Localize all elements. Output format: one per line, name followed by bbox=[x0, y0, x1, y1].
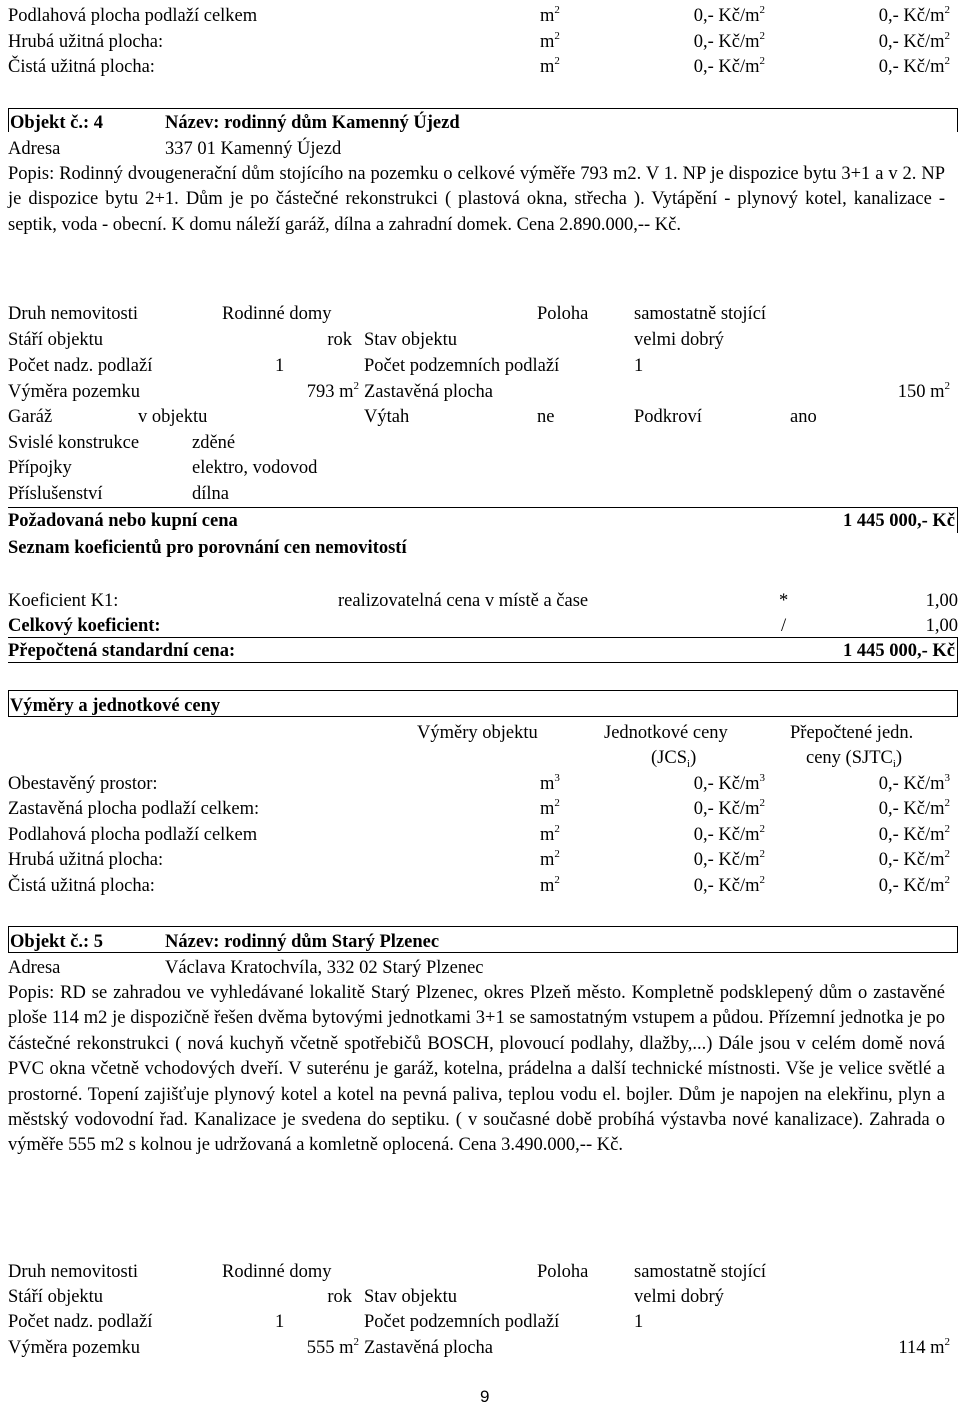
converted-price-label: Přepočtená standardní cena: bbox=[8, 641, 236, 661]
row-price1: 0,- $Kč/m^2$ bbox=[693, 797, 765, 819]
row-unit: $m^2$ bbox=[540, 848, 560, 870]
row-label: Podlahová plocha podlaží celkem bbox=[8, 6, 258, 26]
divider bbox=[8, 507, 958, 508]
coef-op: * bbox=[779, 591, 789, 611]
row-price2: 0,- $Kč/m^2$ bbox=[878, 848, 950, 870]
field-label: Poloha bbox=[537, 304, 589, 324]
divider bbox=[957, 926, 958, 952]
row-price1: 0,- $Kč/m^3$ bbox=[693, 772, 765, 794]
address-label: Adresa bbox=[8, 958, 61, 978]
field-value: samostatně stojící bbox=[634, 304, 767, 324]
page-number: 9 bbox=[480, 1387, 490, 1406]
field-value: ne bbox=[537, 407, 555, 427]
field-label: Stav objektu bbox=[364, 1287, 458, 1307]
row-price2: 0,- $Kč/m^2$ bbox=[878, 797, 950, 819]
field-value: 555 $m^2$ bbox=[306, 1336, 359, 1358]
field-label: Výtah bbox=[364, 407, 410, 427]
object-label: Objekt č.: 4 bbox=[10, 113, 103, 133]
row-label: Podlahová plocha podlaží celkem bbox=[8, 825, 258, 845]
row-label: Obestavěný prostor: bbox=[8, 774, 158, 794]
field-value: ano bbox=[790, 407, 817, 427]
field-value: 150 $m^2$ bbox=[897, 380, 950, 402]
row-price2: 0,- $Kč/m^2$ bbox=[878, 55, 950, 77]
field-unit: rok bbox=[327, 330, 352, 350]
converted-price-value: 1 445 000,- Kč bbox=[842, 641, 955, 661]
coef-desc: realizovatelná cena v místě a čase bbox=[338, 591, 589, 611]
field-label: Počet podzemních podlaží bbox=[364, 356, 560, 376]
row-unit: $m^2$ bbox=[540, 823, 560, 845]
coef-total-label: Celkový koeficient: bbox=[8, 616, 161, 636]
coef-total-value: 1,00 bbox=[925, 616, 958, 636]
field-value: samostatně stojící bbox=[634, 1262, 767, 1282]
coef-label: Koeficient K1: bbox=[8, 591, 119, 611]
row-price1: 0,- $Kč/m^2$ bbox=[693, 848, 765, 870]
row-price1: 0,- $Kč/m^2$ bbox=[693, 823, 765, 845]
row-unit: $m^2$ bbox=[540, 4, 560, 26]
row-price2: 0,- $Kč/m^2$ bbox=[878, 823, 950, 845]
field-value: 1 bbox=[275, 356, 285, 376]
divider bbox=[957, 108, 958, 132]
field-label: Podkroví bbox=[634, 407, 702, 427]
column-header: ceny $(SJTC_i)$ bbox=[806, 748, 903, 770]
field-value: 793 $m^2$ bbox=[306, 380, 359, 402]
field-value: 1 bbox=[634, 1312, 644, 1332]
row-price1: 0,- $Kč/m^2$ bbox=[693, 4, 765, 26]
description: Popis: RD se zahradou ve vyhledávané lokalitě Starý Plzenec, okres Plzeň město. Kompletně podsklepený dům o zastavěné ploše 114 m2 je dispozičně řešen dvěma bytovými jednotkami 3+1 se samostatným vstupem a půdou. Přízemní jednotka je po částečné rekonstrukci ( nová kuchyň včetně spotřebičů BOSCH, plovoucí podlahy, dlažby,...) Dále jsou v celém domě nová PVC okna včetně vchodových dveří. V suterénu je garáž, kotelna, prádelna a další technické místnosti. Vše je velice světlé a prostorné. Topení zajišťuje plynový kotel a kotel na pevná paliva, teplou vodu el. bojler. Dům je napojen na elekřinu, plyn a městský vodovodní řad. Kanalizace je svedena do septiku. ( v současné době probíhá výstavba nové kanalizace). Zahrada o výměře 555 m2 s kolnou je udržovaná a komletně oplocená. Cena 3.490.000,-- Kč. bbox=[8, 983, 945, 1156]
column-header: Výměry objektu bbox=[417, 723, 538, 743]
field-label: Stáří objektu bbox=[8, 1287, 104, 1307]
divider bbox=[8, 637, 958, 638]
divider bbox=[957, 507, 958, 533]
row-price1: 0,- $Kč/m^2$ bbox=[693, 874, 765, 896]
field-label: Počet nadz. podlaží bbox=[8, 1312, 153, 1332]
field-label: Druh nemovitosti bbox=[8, 1262, 139, 1282]
field-value: Rodinné domy bbox=[222, 1262, 332, 1282]
field-value: v objektu bbox=[138, 407, 208, 427]
field-label: Druh nemovitosti bbox=[8, 304, 139, 324]
field-label: Zastavěná plocha bbox=[364, 1338, 493, 1358]
column-header: Přepočtené jedn. bbox=[790, 723, 914, 743]
row-label: Zastavěná plocha podlaží celkem: bbox=[8, 799, 260, 819]
field-value: zděné bbox=[192, 433, 236, 453]
coef-value: 1,00 bbox=[925, 591, 958, 611]
field-value: velmi dobrý bbox=[634, 1287, 724, 1307]
divider bbox=[8, 926, 9, 952]
field-label: Svislé konstrukce bbox=[8, 433, 140, 453]
column-header: Jednotkové ceny bbox=[604, 723, 728, 743]
row-label: Čistá užitná plocha: bbox=[8, 876, 155, 896]
field-label: Počet nadz. podlaží bbox=[8, 356, 153, 376]
field-value: Rodinné domy bbox=[222, 304, 332, 324]
field-label: Stav objektu bbox=[364, 330, 458, 350]
divider bbox=[8, 716, 958, 717]
row-price2: 0,- $Kč/m^3$ bbox=[878, 772, 950, 794]
field-label: Zastavěná plocha bbox=[364, 382, 493, 402]
field-label: Výměra pozemku bbox=[8, 1338, 141, 1358]
row-label: Hrubá užitná plocha: bbox=[8, 850, 164, 870]
divider bbox=[957, 690, 958, 716]
divider bbox=[8, 108, 9, 132]
divider bbox=[957, 637, 958, 663]
price-label: Požadovaná nebo kupní cena bbox=[8, 511, 238, 531]
row-unit: $m^3$ bbox=[540, 772, 560, 794]
row-label: Čistá užitná plocha: bbox=[8, 57, 155, 77]
row-unit: $m^2$ bbox=[540, 30, 560, 52]
address-label: Adresa bbox=[8, 139, 61, 159]
row-price2: 0,- $Kč/m^2$ bbox=[878, 30, 950, 52]
field-label: Počet podzemních podlaží bbox=[364, 1312, 560, 1332]
column-header: $(JCS_i)$ bbox=[651, 748, 697, 770]
section-title: Výměry a jednotkové ceny bbox=[10, 696, 221, 716]
table-row bbox=[8, 7, 257, 26]
row-unit: $m^2$ bbox=[540, 55, 560, 77]
row-price2: 0,- $Kč/m^2$ bbox=[878, 4, 950, 26]
price-value: 1 445 000,- Kč bbox=[842, 511, 955, 531]
row-price1: 0,- $Kč/m^2$ bbox=[693, 30, 765, 52]
row-price1: 0,- $Kč/m^2$ bbox=[693, 55, 765, 77]
object-label: Objekt č.: 5 bbox=[10, 932, 103, 952]
field-value: dílna bbox=[192, 484, 229, 504]
description: Popis: Rodinný dvougenerační dům stojícího na pozemku o celkové výměře 793 m2. V 1. NP je dispozice bytu 3+1 a v 2. NP je dispozice bytu 2+1. Dům je po částečné rekonstrukci ( plastová okna, střecha ). Vytápění - plynový kotel, kanalizace - septik, voda - obecní. K domu náleží garáž, dílna a zahradní domek. Cena 2.890.000,-- Kč. bbox=[8, 164, 945, 235]
row-unit: $m^2$ bbox=[540, 874, 560, 896]
address-value: 337 01 Kamenný Újezd bbox=[165, 139, 342, 159]
row-label: Hrubá užitná plocha: bbox=[8, 32, 164, 52]
field-label: Garáž bbox=[8, 407, 53, 427]
field-value: velmi dobrý bbox=[634, 330, 724, 350]
row-price2: 0,- $Kč/m^2$ bbox=[878, 874, 950, 896]
field-value: 1 bbox=[275, 1312, 285, 1332]
field-value: elektro, vodovod bbox=[192, 458, 318, 478]
field-value: 114 $m^2$ bbox=[898, 1336, 950, 1358]
object-title: Název: rodinný dům Starý Plzenec bbox=[165, 932, 440, 952]
divider bbox=[8, 108, 958, 109]
table-row bbox=[8, 58, 155, 77]
coef-op: / bbox=[781, 616, 787, 636]
divider bbox=[8, 690, 958, 691]
row-unit: $m^2$ bbox=[540, 797, 560, 819]
divider bbox=[8, 952, 958, 953]
divider bbox=[8, 690, 9, 716]
field-value: 1 bbox=[634, 356, 644, 376]
field-label: Výměra pozemku bbox=[8, 382, 141, 402]
divider bbox=[8, 662, 958, 663]
field-label: Stáří objektu bbox=[8, 330, 104, 350]
address-value: Václava Kratochvíla, 332 02 Starý Plzenec bbox=[165, 958, 484, 978]
table-row bbox=[8, 33, 163, 52]
section-heading: Seznam koeficientů pro porovnání cen nemovitostí bbox=[8, 538, 407, 558]
field-label: Přípojky bbox=[8, 458, 72, 478]
field-unit: rok bbox=[327, 1287, 352, 1307]
field-label: Poloha bbox=[537, 1262, 589, 1282]
object-title: Název: rodinný dům Kamenný Újezd bbox=[165, 113, 460, 133]
divider bbox=[8, 926, 958, 927]
field-label: Příslušenství bbox=[8, 484, 103, 504]
